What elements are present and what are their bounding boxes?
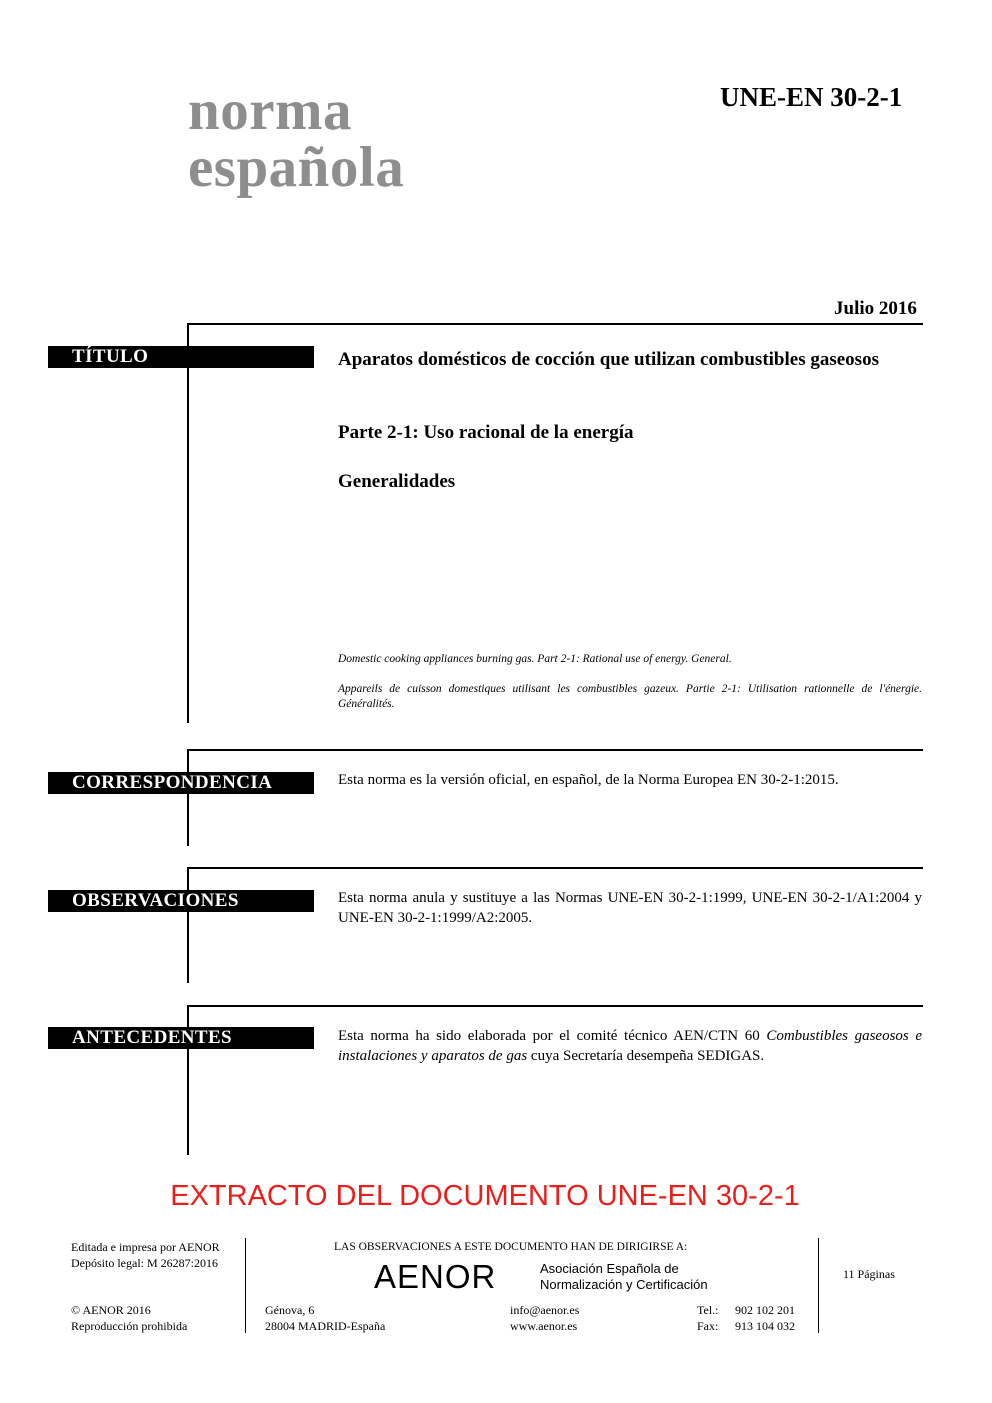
aenor-logo: AENOR [374, 1258, 497, 1295]
extract-banner: EXTRACTO DEL DOCUMENTO UNE-EN 30-2-1 [170, 1180, 800, 1212]
fax-number: 913 104 032 [735, 1319, 795, 1333]
footer-copyright: © AENOR 2016 [71, 1303, 151, 1317]
address-line-2: 28004 MADRID-España [265, 1319, 386, 1333]
page-count: 11 Páginas [843, 1267, 895, 1281]
tel-label: Tel.: [697, 1303, 719, 1317]
observaciones-text: Esta norma anula y sustituye a las Normas UNE-EN 30-2-1:1999, UNE-EN 30-2-1/A1:2004 y UNE-EN 30-2-1:1999/A2:2005. [338, 890, 922, 926]
label-correspondencia: CORRESPONDENCIA [48, 772, 314, 794]
tel-number: 902 102 201 [735, 1303, 795, 1317]
section-rule-correspondencia [187, 749, 189, 846]
title-translation-fr: Appareils de cuisson domestiques utilisant les combustibles gazeux. Partie 2-1: Utilisation rationnelle de l'énergie. Généralités. [338, 683, 922, 710]
footer-deposit: Depósito legal: M 26287:2016 [71, 1256, 218, 1270]
title-translation-en: Domestic cooking appliances burning gas. Part 2-1: Rational use of energy. General. [338, 653, 732, 665]
footer-publisher [71, 1239, 220, 1271]
aenor-description [540, 1261, 708, 1293]
aenor-desc-line-2: Normalización y Certificación [540, 1277, 708, 1292]
section-divider-titulo [187, 323, 923, 325]
footer-divider-right [818, 1238, 819, 1333]
footer-address [265, 1302, 385, 1334]
label-observaciones: OBSERVACIONES [48, 890, 314, 912]
address-line-1: Génova, 6 [265, 1303, 315, 1317]
brand-title [188, 79, 405, 199]
section-divider-antecedentes [187, 1005, 923, 1007]
antecedentes-text [338, 1026, 922, 1066]
footer-email: info@aenor.es [510, 1303, 580, 1317]
standard-code: UNE-EN 30-2-1 [720, 82, 903, 112]
footer-phone-labels [697, 1302, 719, 1334]
section-rule-titulo [187, 323, 189, 723]
section-rule-observaciones [187, 867, 189, 983]
publication-date: Julio 2016 [834, 298, 917, 319]
section-divider-correspondencia [187, 749, 923, 751]
correspondencia-text: Esta norma es la versión oficial, en español, de la Norma Europea EN 30-2-1:2015. [338, 772, 839, 788]
antecedentes-text-end: cuya Secretaría desempeña SEDIGAS. [527, 1048, 765, 1064]
footer-observations-note: LAS OBSERVACIONES A ESTE DOCUMENTO HAN DE DIRIGIRSE A: [334, 1241, 688, 1253]
brand-line-1: norma [188, 79, 352, 142]
footer-edited: Editada e impresa por AENOR [71, 1240, 220, 1254]
footer-phone-numbers [735, 1302, 795, 1334]
aenor-desc-line-1: Asociación Española de [540, 1261, 679, 1276]
footer-divider-left [245, 1238, 246, 1333]
footer-reproduction: Reproducción prohibida [71, 1319, 188, 1333]
section-divider-observaciones [187, 867, 923, 869]
fax-label: Fax: [697, 1319, 719, 1333]
document-title: Aparatos domésticos de cocción que utilizan combustibles gaseosos [338, 349, 879, 370]
footer-contact [510, 1302, 579, 1334]
brand-line-2: española [188, 136, 405, 199]
footer-rights [71, 1302, 187, 1334]
label-titulo: TÍTULO [48, 346, 314, 368]
document-subtitle: Generalidades [338, 471, 456, 492]
committee-name: Combustibles gaseosos e instalaciones y aparatos de gas [338, 1028, 923, 1064]
antecedentes-text-start: Esta norma ha sido elaborada por el comité técnico AEN/CTN 60 [338, 1028, 767, 1044]
document-part: Parte 2-1: Uso racional de la energía [338, 422, 634, 443]
label-antecedentes: ANTECEDENTES [48, 1027, 314, 1049]
footer-web: www.aenor.es [510, 1319, 578, 1333]
